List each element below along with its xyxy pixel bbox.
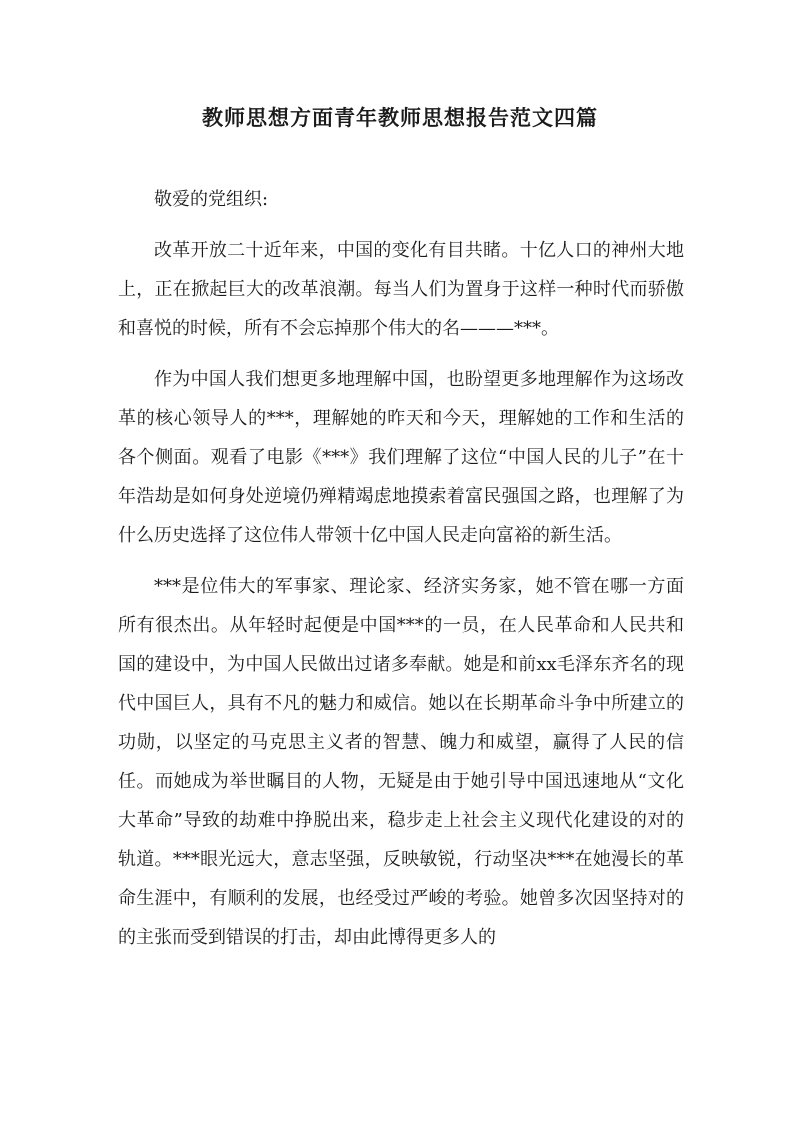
salutation: 敬爱的党组织: [154,189,269,210]
paragraph: ***是位伟大的军事家、理论家、经济实务家，她不管在哪一方面所有很杰出。从年轻时起便是中国***的一员，在人民革命和人民共和国的建设中，为中国人民做出过诸多奉献。她是和前xx毛泽东齐名的现代中国巨人，具有不凡的魅力和威信。她以在长期革命斗争中所建立的功勋，以坚定的马克思主义者的智慧、魄力和威望，赢得了人民的信任。而她成为举世瞩目的人物，无疑是由于她引导中国迅速地从“文化大革命”导致的劫难中挣脱出来，稳步走上社会主义现代化建设的对的轨道。***眼光远大，意志坚强，反映敏锐，行动坚决***在她漫长的革命生涯中，有顺利的发展，也经受过严峻的考验。她曾多次因坚持对的的主张而受到错误的打击，却由此博得更多人的 [118,576,684,948]
paragraph: 作为中国人我们想更多地理解中国，也盼望更多地理解作为这场改革的核心领导人的***，理解她的昨天和今天，理解她的工作和生活的各个侧面。观看了电影《***》我们理解了这位“中国人民的儿子”在十年浩劫是如何身处逆境仍殚精竭虑地摸索着富民强国之路，也理解了为什么历史选择了这位伟人带领十亿中国人民走向富裕的新生活。 [118,369,684,546]
document-body [118,180,684,957]
paragraph: 改革开放二十近年来，中国的变化有目共睹。十亿人口的神州大地上，正在掀起巨大的改革浪潮。每当人们为置身于这样一种时代而骄傲和喜悦的时候，所有不会忘掉那个伟大的名———***。 [118,240,684,339]
document-title: 教师思想方面青年教师思想报告范文四篇 [202,105,598,130]
